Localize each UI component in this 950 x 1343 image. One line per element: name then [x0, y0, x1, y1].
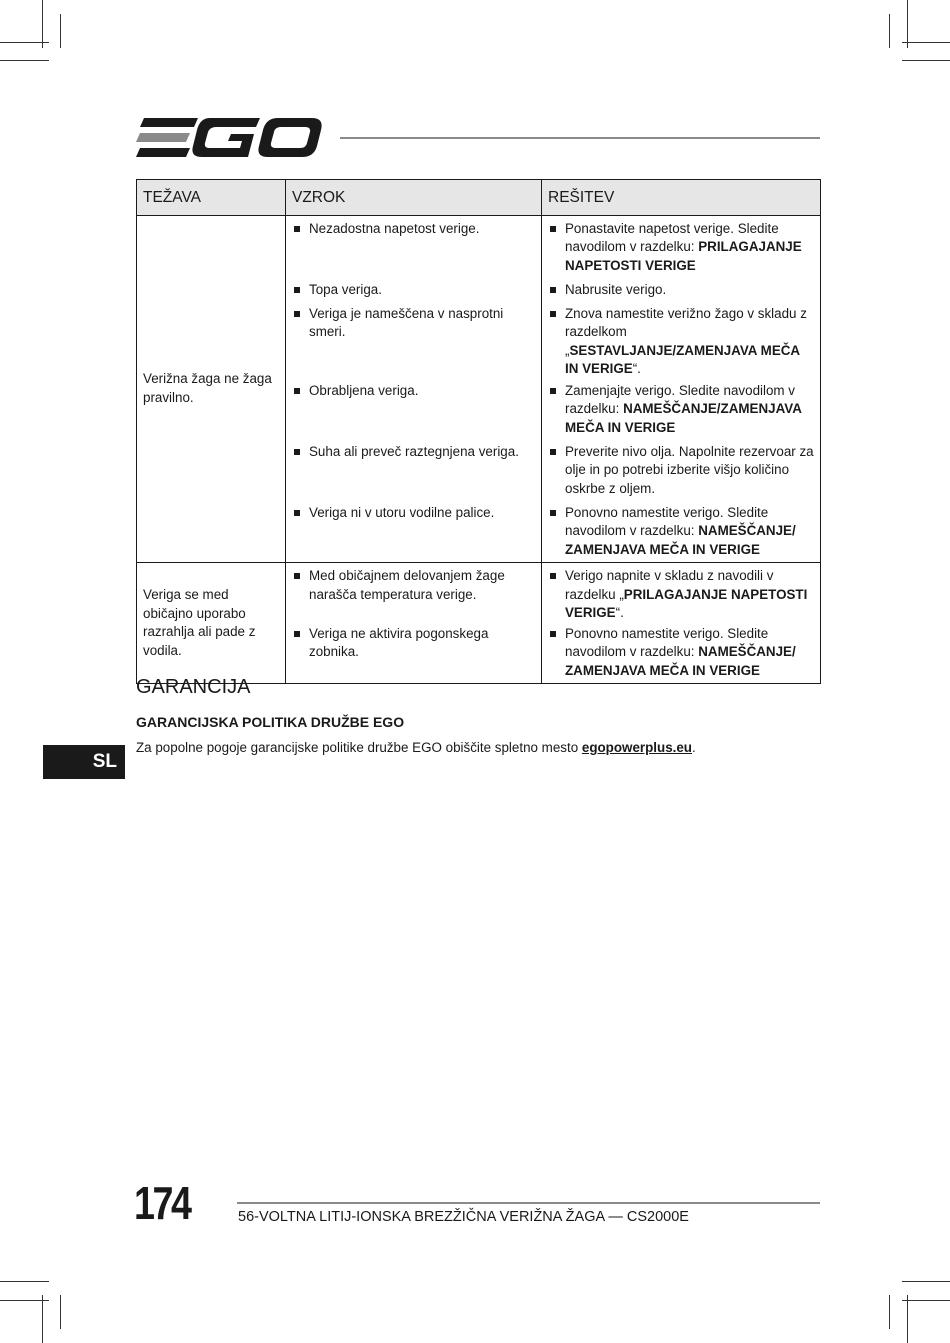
table-row [137, 563, 821, 623]
solution-tail: “. [615, 605, 624, 620]
troubleshooting-table [136, 179, 821, 684]
solution-cell [542, 215, 821, 278]
cause-text: Veriga je nameščena v nasprotni smeri. [309, 305, 504, 339]
solution-text: Znova namestite verižno žago v skladu z razdelkom „ [565, 305, 807, 358]
solution-reference: PRILAGAJANJE NAPETOSTI VERIGE [565, 586, 808, 620]
bullet-icon [294, 510, 300, 516]
solution-cell [542, 379, 821, 440]
cause-cell [286, 215, 542, 278]
solution-reference: NAMEŠČANJE/ ZAMENJAVA MEČA IN VERIGE [565, 523, 796, 557]
header-problem: TEŽAVA [137, 180, 286, 216]
table-header-row [137, 180, 821, 216]
bullet-icon [294, 388, 300, 394]
footer-title: 56-VOLTNA LITIJ-IONSKA BREZŽIČNA VERIŽNA ŽAGA — CS2000E [238, 1209, 689, 1225]
bullet-icon [550, 388, 556, 394]
cause-cell [286, 278, 542, 302]
cause-text: Med običajnem delovanjem žage narašča temperatura verige. [309, 568, 505, 602]
header-cause: VZROK [286, 180, 542, 216]
header-rule [340, 137, 820, 139]
solution-cell [542, 623, 821, 684]
table-row [137, 215, 821, 278]
page-number: 174 [134, 1177, 190, 1229]
solution-text: Nabrusite verigo. [565, 281, 667, 297]
warranty-text: Za popolne pogoje garancijske politike družbe EGO obiščite spletno mesto [136, 740, 582, 755]
solution-reference: NAMEŠČANJE/ ZAMENJAVA MEČA IN VERIGE [565, 644, 796, 678]
bullet-icon [550, 631, 556, 637]
cause-text: Veriga ni v utoru vodilne palice. [309, 504, 495, 520]
bullet-icon [550, 287, 556, 293]
warranty-paragraph [136, 740, 696, 755]
cause-text: Nezadostna napetost verige. [309, 220, 480, 236]
solution-text: Ponovno namestite verigo. Sledite navodilom v razdelku: [565, 625, 769, 659]
warranty-link[interactable]: egopowerplus.eu [581, 740, 692, 755]
bullet-icon [294, 449, 300, 455]
solution-cell [542, 563, 821, 623]
cause-cell [286, 623, 542, 684]
bullet-icon [550, 226, 556, 232]
header-solution: REŠITEV [542, 180, 821, 216]
cause-cell [286, 501, 542, 563]
solution-text: Verigo napnite v skladu z navodili v razdelku „ [565, 568, 774, 602]
problem-cell: Verižna žaga ne žaga pravilno. [137, 215, 286, 563]
solution-cell [542, 440, 821, 501]
cause-text: Obrabljena veriga. [309, 382, 419, 398]
bullet-icon [294, 311, 300, 317]
bullet-icon [550, 311, 556, 317]
bullet-icon [294, 226, 300, 232]
solution-reference: SESTAVLJANJE/ZAMENJAVA MEČA IN VERIGE [565, 342, 800, 376]
solution-tail: “. [632, 361, 641, 376]
language-tab: SL [43, 745, 125, 779]
cause-text: Suha ali preveč raztegnjena veriga. [309, 443, 519, 459]
solution-reference: NAMEŠČANJE/ZAMENJAVA MEČA IN VERIGE [565, 401, 802, 435]
solution-cell [542, 501, 821, 563]
solution-reference: PRILAGAJANJE NAPETOSTI VERIGE [565, 239, 802, 273]
bullet-icon [550, 573, 556, 579]
cause-cell [286, 563, 542, 623]
solution-cell [542, 302, 821, 379]
warranty-subheading: GARANCIJSKA POLITIKA DRUŽBE EGO [136, 714, 405, 730]
solution-text: Zamenjajte verigo. Sledite navodilom v razdelku: [565, 382, 795, 416]
ego-logo [136, 116, 322, 160]
cause-text: Veriga ne aktivira pogonskega zobnika. [309, 625, 489, 659]
solution-text: Preverite nivo olja. Napolnite rezervoar za olje in po potrebi izberite višjo količino oskrbe z oljem. [565, 443, 814, 496]
warranty-heading: GARANCIJA [136, 676, 251, 698]
footer-rule [237, 1202, 820, 1204]
solution-text: Ponastavite napetost verige. Sledite navodilom v razdelku: [565, 220, 779, 254]
warranty-text-end: . [692, 740, 696, 755]
bullet-icon [550, 510, 556, 516]
bullet-icon [294, 287, 300, 293]
problem-cell: Veriga se med običajno uporabo razrahlja ali pade z vodila. [137, 563, 286, 684]
solution-text: Ponovno namestite verigo. Sledite navodilom v razdelku: [565, 504, 769, 538]
cause-cell [286, 302, 542, 379]
cause-cell [286, 379, 542, 440]
bullet-icon [550, 449, 556, 455]
solution-cell [542, 278, 821, 302]
cause-cell [286, 440, 542, 501]
bullet-icon [294, 573, 300, 579]
cause-text: Topa veriga. [309, 281, 382, 297]
bullet-icon [294, 631, 300, 637]
